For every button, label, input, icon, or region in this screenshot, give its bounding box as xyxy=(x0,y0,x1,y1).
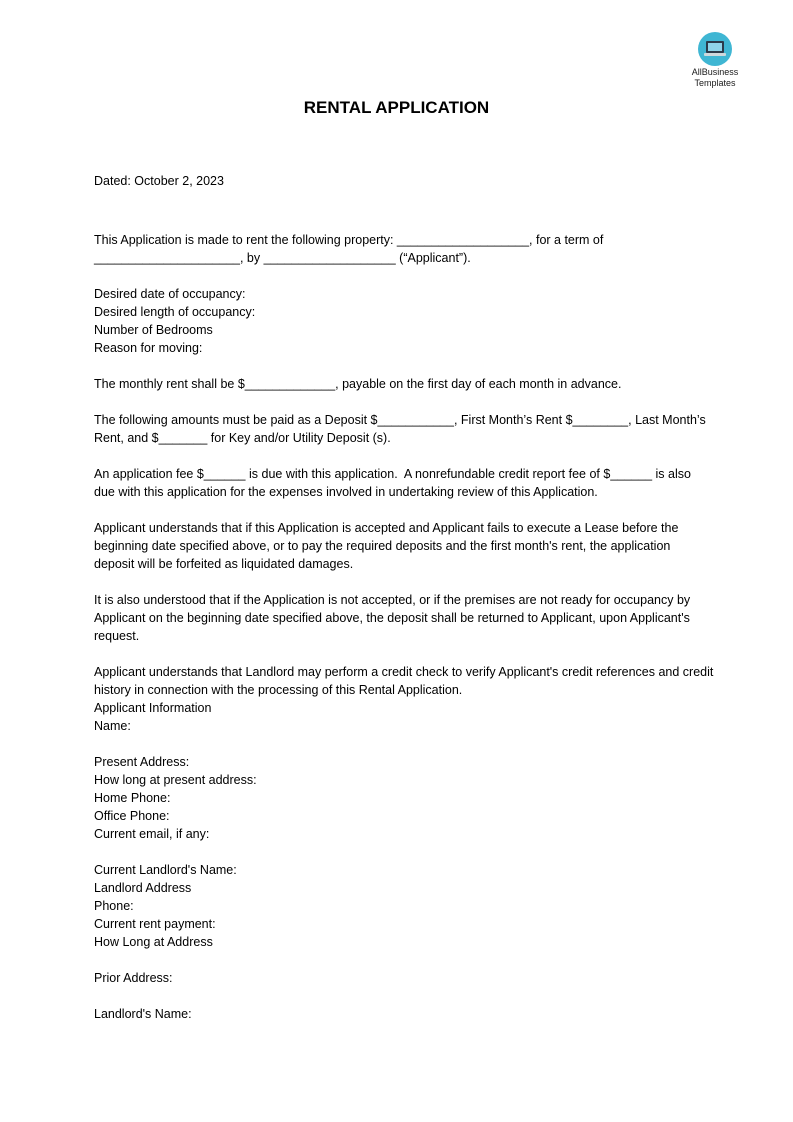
occupancy-fields xyxy=(94,285,714,357)
field-home-phone: Home Phone: xyxy=(94,791,171,805)
field-current-rent-payment: Current rent payment: xyxy=(94,917,216,931)
property-paragraph: This Application is made to rent the following property: ___________________, for a term of _____________________, by ___________________ (“Applicant”). xyxy=(94,233,607,265)
rent-paragraph: The monthly rent shall be $_____________, payable on the first day of each month in advance. xyxy=(94,377,622,391)
field-prior-address: Prior Address: xyxy=(94,971,173,985)
applicant-info-heading: Applicant Information xyxy=(94,701,212,715)
logo xyxy=(680,32,750,88)
field-how-long-present: How long at present address: xyxy=(94,773,257,787)
logo-text-line2: Templates xyxy=(694,78,736,88)
forfeit-paragraph: Applicant understands that if this Application is accepted and Applicant fails to execute a Lease before the beginning date specified above, or to pay the required deposits and the first month's rent, the application deposit will be forfeited as liquidated damages. xyxy=(94,521,682,571)
present-address-fields xyxy=(94,753,714,843)
field-present-address: Present Address: xyxy=(94,755,190,769)
laptop-icon xyxy=(698,32,732,66)
field-landlord-address: Landlord Address xyxy=(94,881,192,895)
field-office-phone: Office Phone: xyxy=(94,809,170,823)
dated-line: Dated: October 2, 2023 xyxy=(94,174,224,188)
document-body xyxy=(94,172,717,1041)
return-paragraph: It is also understood that if the Application is not accepted, or if the premises are not ready for occupancy by Applicant on the beginning date specified above, the deposit shall be returned to Applicant, upon Applicant's request. xyxy=(94,593,694,643)
field-desired-date: Desired date of occupancy: xyxy=(94,287,246,301)
landlord-fields xyxy=(94,861,714,951)
field-landlord-name: Current Landlord's Name: xyxy=(94,863,237,877)
prior-landlord-field xyxy=(94,1005,714,1023)
field-current-email: Current email, if any: xyxy=(94,827,210,841)
field-prior-landlord-name: Landlord's Name: xyxy=(94,1007,192,1021)
prior-address-field xyxy=(94,969,714,987)
fee-paragraph: An application fee $______ is due with this application. A nonrefundable credit report fee of $______ is also due with this application for the expenses involved in undertaking review of this Application. xyxy=(94,467,695,499)
applicant-info xyxy=(94,699,714,735)
field-bedrooms: Number of Bedrooms xyxy=(94,323,213,337)
field-desired-length: Desired length of occupancy: xyxy=(94,305,256,319)
field-landlord-phone: Phone: xyxy=(94,899,134,913)
field-name: Name: xyxy=(94,719,131,733)
logo-text-line1: AllBusiness xyxy=(691,67,739,77)
credit-check-paragraph: Applicant understands that Landlord may perform a credit check to verify Applicant's credit references and credit history in connection with the processing of this Rental Application. xyxy=(94,665,717,697)
field-how-long-address: How Long at Address xyxy=(94,935,213,949)
page-title: RENTAL APPLICATION xyxy=(303,98,490,117)
deposit-paragraph: The following amounts must be paid as a Deposit $___________, First Month’s Rent $________, Last Month’s Rent, and $_______ for Key and/or Utility Deposit (s). xyxy=(94,413,710,445)
field-reason-moving: Reason for moving: xyxy=(94,341,203,355)
